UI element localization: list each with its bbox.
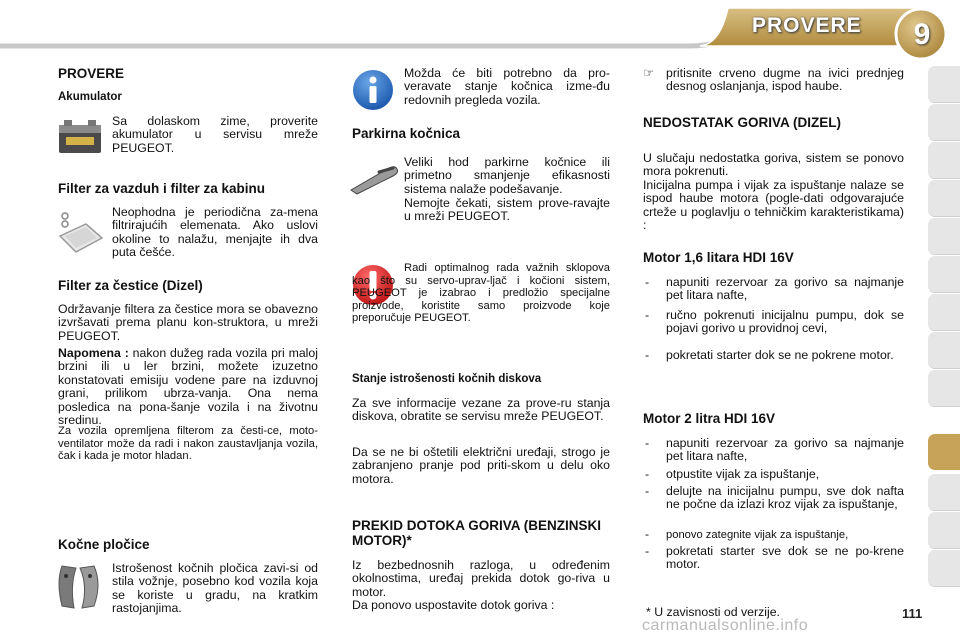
- side-tab[interactable]: [928, 180, 960, 217]
- list-item: otpustite vijak za ispuštanje,: [666, 467, 820, 481]
- list-dash: -: [645, 436, 650, 450]
- disc-wear-text1: Za sve informacije vezane za prove-ru stanja diskova, obratite se servisu mreže PEUGEOT.: [352, 396, 610, 424]
- battery-heading: Akumulator: [58, 91, 122, 103]
- particle-filter-note: [58, 347, 318, 427]
- disc-wear-heading: Stanje istrošenosti kočnih diskova: [352, 373, 542, 385]
- battery-icon: [56, 116, 104, 156]
- side-tab[interactable]: [928, 474, 960, 511]
- side-tab[interactable]: [928, 218, 960, 255]
- side-tab[interactable]: [928, 370, 960, 407]
- side-tab[interactable]: [928, 66, 960, 103]
- brake-pads-text: Istrošenost kočnih pločica zavi-si od stila vožnje, posebno kod vozila koja se koriste u gradu, na kratkim rastojanjima.: [112, 561, 318, 616]
- fuel-out-text1: U slučaju nedostatka goriva, sistem se ponovo mora pokrenuti.: [643, 151, 904, 179]
- list-dash: -: [645, 484, 650, 498]
- fuel-cutoff-text2: Da ponovo uspostavite dotok goriva :: [352, 598, 555, 612]
- side-tab[interactable]: [928, 550, 960, 587]
- section-title: PROVERE: [58, 66, 125, 81]
- list-dash: -: [645, 308, 650, 322]
- list-item: pokretati starter dok se ne pokrene motor.: [666, 348, 894, 362]
- list-dash: -: [645, 527, 650, 541]
- particle-filter-text3: Za vozila opremljena filterom za česti-ce, moto-ventilator može da radi i nakon zaustavljanja vozila, čak i kada je motor hladan.: [58, 425, 318, 463]
- brake-pads-heading: Kočne pločice: [58, 537, 150, 552]
- particle-filter-heading: Filter za čestice (Dizel): [58, 278, 203, 293]
- list-item: napuniti rezervoar za gorivo sa najmanje pet litara nafte,: [666, 436, 904, 464]
- info-note-text: Možda će biti potrebno da pro-veravate stanje kočnica izme-đu redovnih pregleda vozila.: [404, 66, 610, 107]
- list-item: delujte na inicijalnu pumpu, sve dok nafta ne počne da izlazi kroz vijak za ispuštanje,: [666, 484, 904, 512]
- battery-text: Sa dolaskom zime, proverite akumulator u servisu mreže PEUGEOT.: [112, 114, 318, 155]
- fuel-cutoff-heading: PREKID DOTOKA GORIVA (BENZINSKI MOTOR)*: [352, 518, 602, 548]
- watermark: carmanualsonline.info: [642, 617, 809, 634]
- hand-pointer-icon: ☞: [643, 66, 655, 80]
- note-text: nakon dužeg rada vozila pri maloj brzini ili u ler brzini, možete izuzetno konstatovati emisiju vodene pare na izduvnoj grani, prilikom ubrza-vanja. Ona nema posledica na pona-šanje vozila i na životnu sredinu.: [58, 346, 318, 428]
- brake-pads-icon: [54, 562, 106, 612]
- parking-brake-text2: Nemojte čekati, sistem prove-ravajte u mreži PEUGEOT.: [404, 196, 610, 224]
- page-number: 111: [902, 606, 923, 621]
- list-dash: -: [645, 275, 650, 289]
- particle-filter-text1: Održavanje filtera za čestice mora se obavezno izvršavati prema planu kon-struktora, u mreži PEUGEOT.: [58, 302, 318, 343]
- side-tab[interactable]: [928, 142, 960, 179]
- list-dash: -: [645, 544, 650, 558]
- list-item: napuniti rezervoar za gorivo sa najmanje pet litara nafte,: [666, 275, 904, 303]
- engine16-heading: Motor 1,6 litara HDI 16V: [643, 250, 794, 265]
- red-button-instruction: pritisnite crveno dugme na ivici prednjeg desnog oslanjanja, ispod haube.: [666, 66, 904, 94]
- warning-note-text: Radi optimalnog rada važnih sklopova kao što su servo-uprav-ljač i kočioni sistem, PEUGEOT je izabrao i predložio specijalne proizvode, koristite samo proizvode koje preporučuje PEUGEOT.: [352, 262, 610, 325]
- info-icon: [352, 69, 394, 111]
- header-title: PROVERE: [752, 14, 862, 37]
- list-item: ručno pokrenuti inicijalnu pumpu, dok se pojavi gorivo u providnoj cevi,: [666, 308, 904, 336]
- list-item: pokretati starter sve dok se ne po-krene motor.: [666, 544, 904, 572]
- fuel-out-heading: NEDOSTATAK GORIVA (DIZEL): [643, 115, 841, 130]
- parking-brake-text1: Veliki hod parkirne kočnice ili primetno smanjenje efikasnosti sistema nalaže podešavanje.: [404, 155, 610, 196]
- side-tab[interactable]: [928, 104, 960, 141]
- side-tab[interactable]: [928, 512, 960, 549]
- parking-brake-icon: [349, 160, 401, 196]
- parking-brake-heading: Parkirna kočnica: [352, 126, 461, 141]
- fuel-cutoff-text1: Iz bezbednosnih razloga, u određenim okolnostima, uređaj prekida dotok go-riva u motor.: [352, 558, 610, 599]
- footnote: * U zavisnosti od verzije.: [646, 605, 780, 619]
- list-dash: -: [645, 348, 650, 362]
- side-tab[interactable]: [928, 332, 960, 369]
- air-filter-icon: [56, 210, 106, 258]
- disc-wear-text2: Da se ne bi oštetili električni uređaji, strogo je zabranjeno pranje pod priti-skom u delu oko motora.: [352, 445, 610, 486]
- fuel-out-text2: Inicijalna pumpa i vijak za ispuštanje nalaze se ispod haube motora (pogle-dati odgovarajuće crteže u poglavlju o tehničkim karakteristikama) :: [643, 178, 904, 233]
- side-tab[interactable]: [928, 256, 960, 293]
- note-label: Napomena :: [58, 346, 129, 360]
- list-dash: -: [645, 467, 650, 481]
- side-tab[interactable]: [928, 294, 960, 331]
- chapter-number: 9: [913, 18, 931, 51]
- side-tab-active[interactable]: [928, 434, 960, 470]
- engine20-heading: Motor 2 litra HDI 16V: [643, 411, 776, 426]
- list-item: ponovo zategnite vijak za ispuštanje,: [666, 529, 849, 541]
- air-filter-heading: Filter za vazduh i filter za kabinu: [58, 181, 266, 196]
- air-filter-text: Neophodna je periodična za-mena filtrirajućih elemenata. Ako uslovi okoline to nalažu, menjajte ih dva puta češće.: [112, 205, 318, 260]
